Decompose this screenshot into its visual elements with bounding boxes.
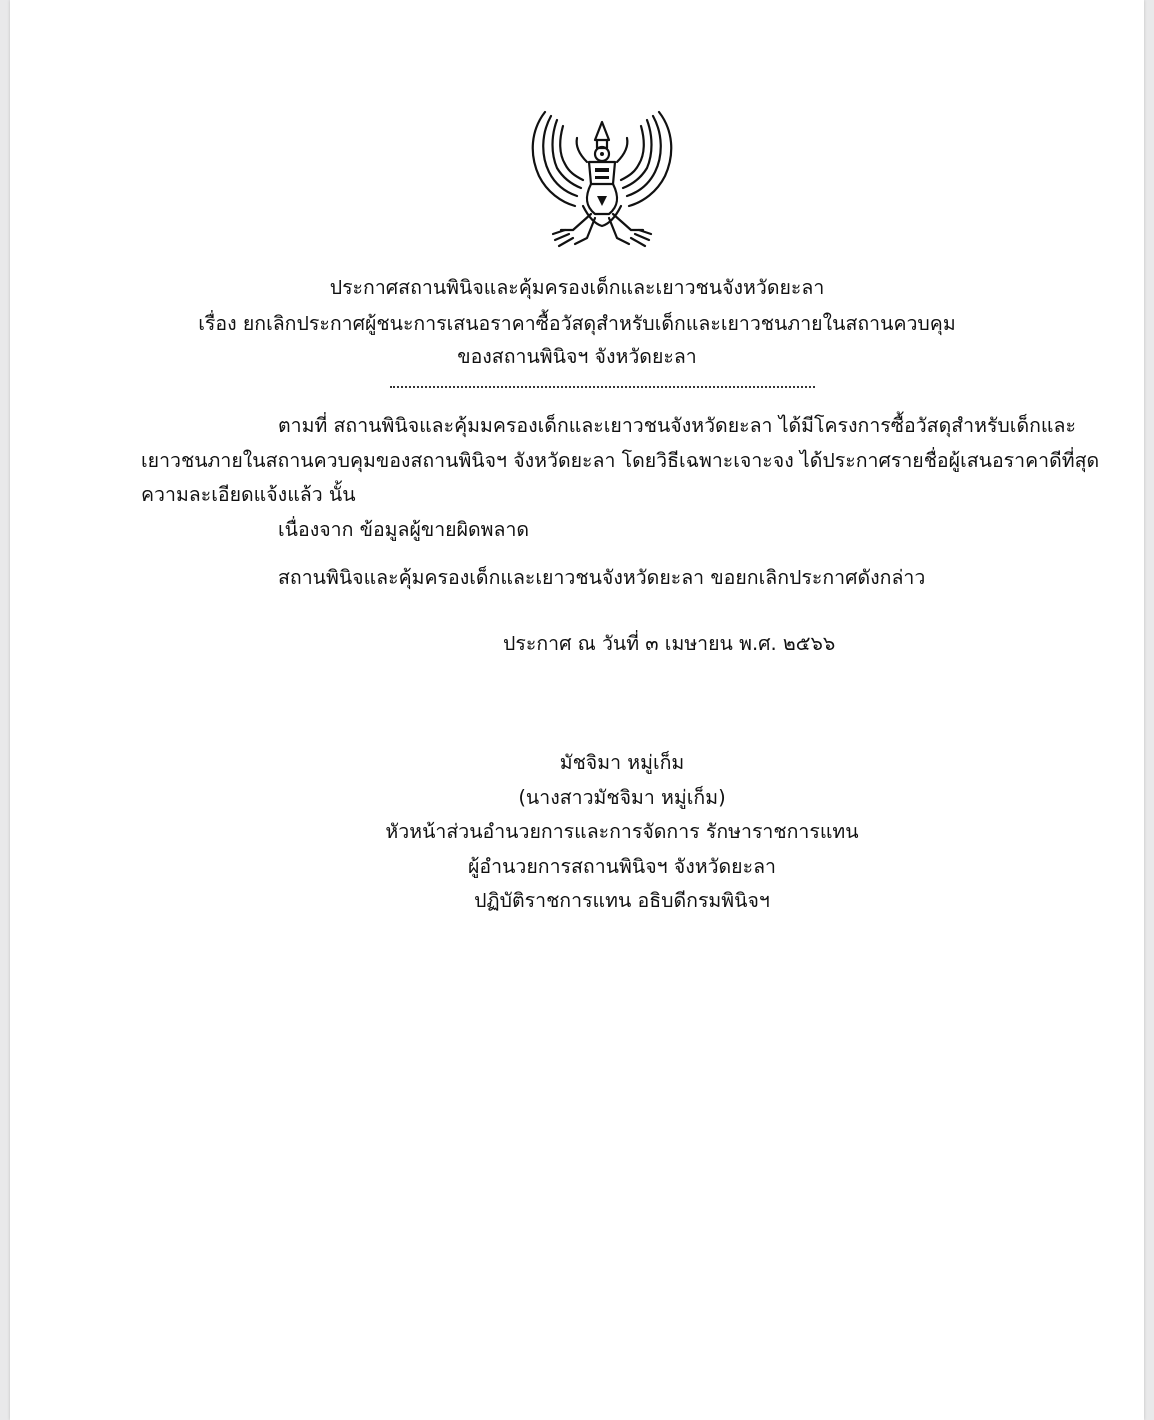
body-paragraph-1-line-1: ตามที่ สถานพินิจและคุ้มมครองเด็กและเยาวชนจังหวัดยะลา ได้มีโครงการซื้อวัสดุสำหรับเด็กและ xyxy=(278,414,1076,437)
garuda-emblem-icon xyxy=(525,106,679,256)
dotted-separator xyxy=(390,384,815,388)
signature-name: มัชจิมา หมู่เก็ม xyxy=(559,751,685,774)
body-paragraph-3: สถานพินิจและคุ้มครองเด็กและเยาวชนจังหวัดยะลา ขอยกเลิกประกาศดังกล่าว xyxy=(278,566,926,589)
announcement-subject: เรื่อง ยกเลิกประกาศผู้ชนะการเสนอราคาซื้อวัสดุสำหรับเด็กและเยาวชนภายในสถานควบคุม xyxy=(198,312,956,335)
announcement-subject-line2: ของสถานพินิจฯ จังหวัดยะลา xyxy=(457,345,697,368)
announcement-date: ประกาศ ณ วันที่ ๓ เมษายน พ.ศ. ๒๕๖๖ xyxy=(503,632,836,655)
document-page xyxy=(10,0,1144,1420)
body-paragraph-1-line-3: ความละเอียดแจ้งแล้ว นั้น xyxy=(141,483,356,506)
signature-position-1: หัวหน้าส่วนอำนวยการและการจัดการ รักษาราชการแทน xyxy=(385,820,859,843)
signature-full-name: (นางสาวมัชจิมา หมู่เก็ม) xyxy=(518,786,726,809)
signature-position-2: ผู้อำนวยการสถานพินิจฯ จังหวัดยะลา xyxy=(468,855,776,878)
body-paragraph-2: เนื่องจาก ข้อมูลผู้ขายผิดพลาด xyxy=(278,518,530,541)
announcement-title: ประกาศสถานพินิจและคุ้มครองเด็กและเยาวชนจังหวัดยะลา xyxy=(329,276,825,299)
body-paragraph-1-line-2: เยาวชนภายในสถานควบคุมของสถานพินิจฯ จังหวัดยะลา โดยวิธีเฉพาะเจาะจง ได้ประกาศรายชื่อผู้เสนอราคาดีที่สุด xyxy=(141,449,1100,472)
signature-position-3: ปฏิบัติราชการแทน อธิบดีกรมพินิจฯ xyxy=(474,889,770,912)
